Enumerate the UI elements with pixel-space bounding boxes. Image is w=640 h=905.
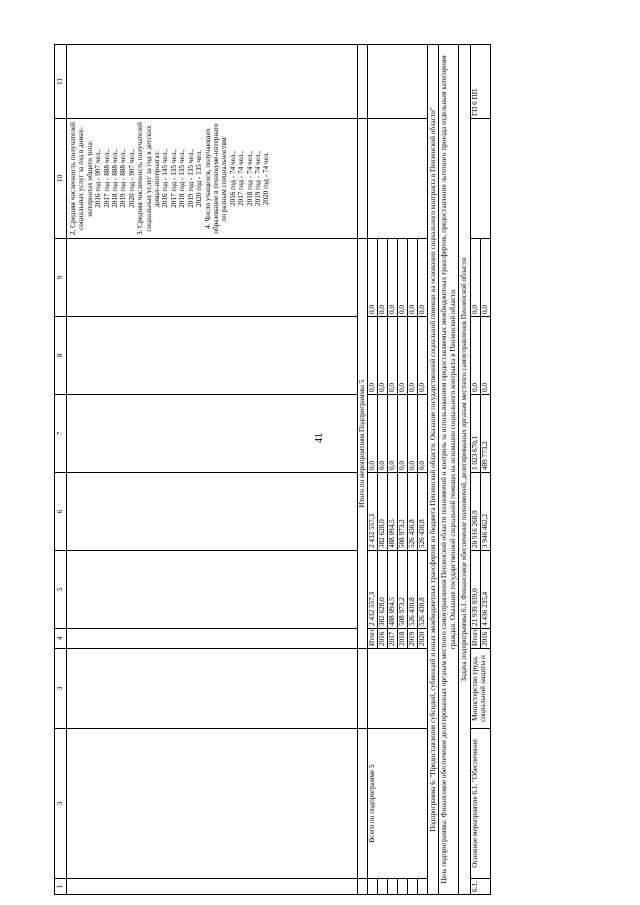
year-cell: Итого bbox=[368, 629, 378, 649]
value-cell: 526 430,8 bbox=[408, 473, 418, 551]
value-cell: 0,0 bbox=[470, 239, 480, 317]
value-cell: 0,0 bbox=[378, 317, 388, 395]
value-cell: 0,0 bbox=[398, 239, 408, 317]
value-cell: 0,0 bbox=[398, 395, 408, 473]
value-cell: 0,0 bbox=[470, 317, 480, 395]
value-cell: 0,0 bbox=[418, 239, 428, 317]
value-cell: 489 773,2 bbox=[480, 395, 490, 473]
col-header: 3 bbox=[55, 729, 67, 879]
col-header: 10 bbox=[55, 119, 67, 239]
year-cell: 2016 bbox=[480, 629, 490, 649]
task-6-1: Задача подпрограммы 6.1. Финансовое обеспечение полномочий, делегированных органам местного самоуправления Пензенской области bbox=[459, 45, 470, 895]
total-subprogram-label: Всего по подпрограмме 5 bbox=[368, 729, 428, 879]
value-cell: 0,0 bbox=[418, 395, 428, 473]
value-cell: 0,0 bbox=[368, 395, 378, 473]
value-cell: 0,0 bbox=[408, 395, 418, 473]
value-cell: 2 432 557,3 bbox=[368, 551, 378, 629]
value-cell: 0,0 bbox=[480, 239, 490, 317]
value-cell: 526 430,8 bbox=[418, 551, 428, 629]
value-cell: 0,0 bbox=[368, 317, 378, 395]
program-code: ГП 6 ПП bbox=[470, 45, 490, 119]
total-activities-row bbox=[358, 45, 368, 895]
activity-row bbox=[470, 45, 480, 895]
year-cell: 2018 bbox=[398, 629, 408, 649]
value-cell: 0,0 bbox=[368, 239, 378, 317]
value-cell: 0,0 bbox=[378, 395, 388, 473]
value-cell: 4 436 235,4 bbox=[480, 551, 490, 629]
program-table bbox=[54, 44, 491, 895]
col-header: 3 bbox=[55, 649, 67, 729]
year-cell: 2019 bbox=[408, 629, 418, 649]
totals-row bbox=[368, 45, 378, 895]
col-header: 5 bbox=[55, 551, 67, 629]
value-cell: 0,0 bbox=[388, 239, 398, 317]
subprogram6-title: Подпрограмма 6. "Предоставление субсидий, субвенций и иных межбюджетных трансфертов из бюджета Пензенской области. Оказание государственной социальной помощи на основании социального контракта в Пензенской области" bbox=[428, 45, 439, 895]
col-header: 9 bbox=[55, 239, 67, 317]
value-cell: 0,0 bbox=[388, 317, 398, 395]
value-cell: 21 939 939,0 bbox=[470, 551, 480, 629]
subprogram6-goal: Цель подпрограммы: Финансовое обеспечение делегированных органам местного самоуправления Пензенской области полномочий и контроль за использованием предоставляемых межбюджетных трансфертов, предоставление льготного проезда отдельным категориям граждан. Оказание государственной социальной помощи на основании социального контракта в Пензенской области bbox=[439, 45, 459, 895]
col-header: 1 bbox=[55, 879, 67, 895]
year-cell: 2017 bbox=[388, 629, 398, 649]
value-cell: 526 430,8 bbox=[418, 473, 428, 551]
year-cell: Итого bbox=[470, 629, 480, 649]
value-cell: 3 946 462,2 bbox=[480, 473, 490, 551]
value-cell: 2 432 557,3 bbox=[368, 473, 378, 551]
total-activities-label: Итого по мероприятиям Подпрограммы 5 bbox=[358, 239, 368, 649]
executor: Министерство труда, социальной защиты и bbox=[470, 649, 490, 729]
value-cell: 0,0 bbox=[480, 317, 490, 395]
value-cell: 0,0 bbox=[388, 395, 398, 473]
value-cell: 382 628,0 bbox=[378, 473, 388, 551]
value-cell: 1 023 670,1 bbox=[470, 395, 480, 473]
col-header: 7 bbox=[55, 395, 67, 473]
rotated-table-page bbox=[54, 45, 584, 895]
activity-name: Основное мероприятие 6.1. "Обеспечение bbox=[470, 729, 490, 879]
year-cell: 2020 bbox=[418, 629, 428, 649]
col-header: 6 bbox=[55, 473, 67, 551]
value-cell: 488 094,5 bbox=[388, 551, 398, 629]
page-number: 41 bbox=[314, 433, 325, 443]
col-header: 8 bbox=[55, 317, 67, 395]
value-cell: 0,0 bbox=[408, 317, 418, 395]
year-cell: 2016 bbox=[378, 629, 388, 649]
col-header: 4 bbox=[55, 629, 67, 649]
value-cell: 526 430,8 bbox=[408, 551, 418, 629]
col-header: 11 bbox=[55, 45, 67, 119]
indicator-text: 2. Средняя численность получателей социальных услуг за год в домах-интернатах общего типа: 2016 год - 907 чел., 2017 год - 888 чел., 2018 год - 888 чел., 2019 год - 888 чел., 2020 год - 907 чел., 3. Средняя численность получателей социальных услуг за год в детских домах-интернатах: 2016 год - 145 чел., 2017 год - 135 чел., 2018 год - 135 чел., 2019 год - 135 чел., 2020 год - 135 чел. 4. Число учащихся, получающих образование в техникуме-интернате по разным специальностям: 2016 год - 74 чел., 2017 год - 74 чел., 2018 год - 74 чел., 2019 год - 74 чел., 2020 год - 74 чел. bbox=[67, 119, 358, 239]
value-cell: 382 628,0 bbox=[378, 551, 388, 629]
indicator-row bbox=[67, 45, 358, 895]
column-number-row bbox=[55, 45, 67, 895]
value-cell: 508 973,2 bbox=[398, 473, 408, 551]
value-cell: 0,0 bbox=[408, 239, 418, 317]
subprogram-goal-row bbox=[439, 45, 459, 895]
value-cell: 0,0 bbox=[378, 239, 388, 317]
value-cell: 0,0 bbox=[418, 317, 428, 395]
task-row bbox=[459, 45, 470, 895]
subprogram-title-row bbox=[428, 45, 439, 895]
row-number: 6.1. bbox=[470, 879, 490, 895]
value-cell: 508 973,2 bbox=[398, 551, 408, 629]
value-cell: 20 916 268,9 bbox=[470, 473, 480, 551]
value-cell: 488 094,5 bbox=[388, 473, 398, 551]
value-cell: 0,0 bbox=[398, 317, 408, 395]
